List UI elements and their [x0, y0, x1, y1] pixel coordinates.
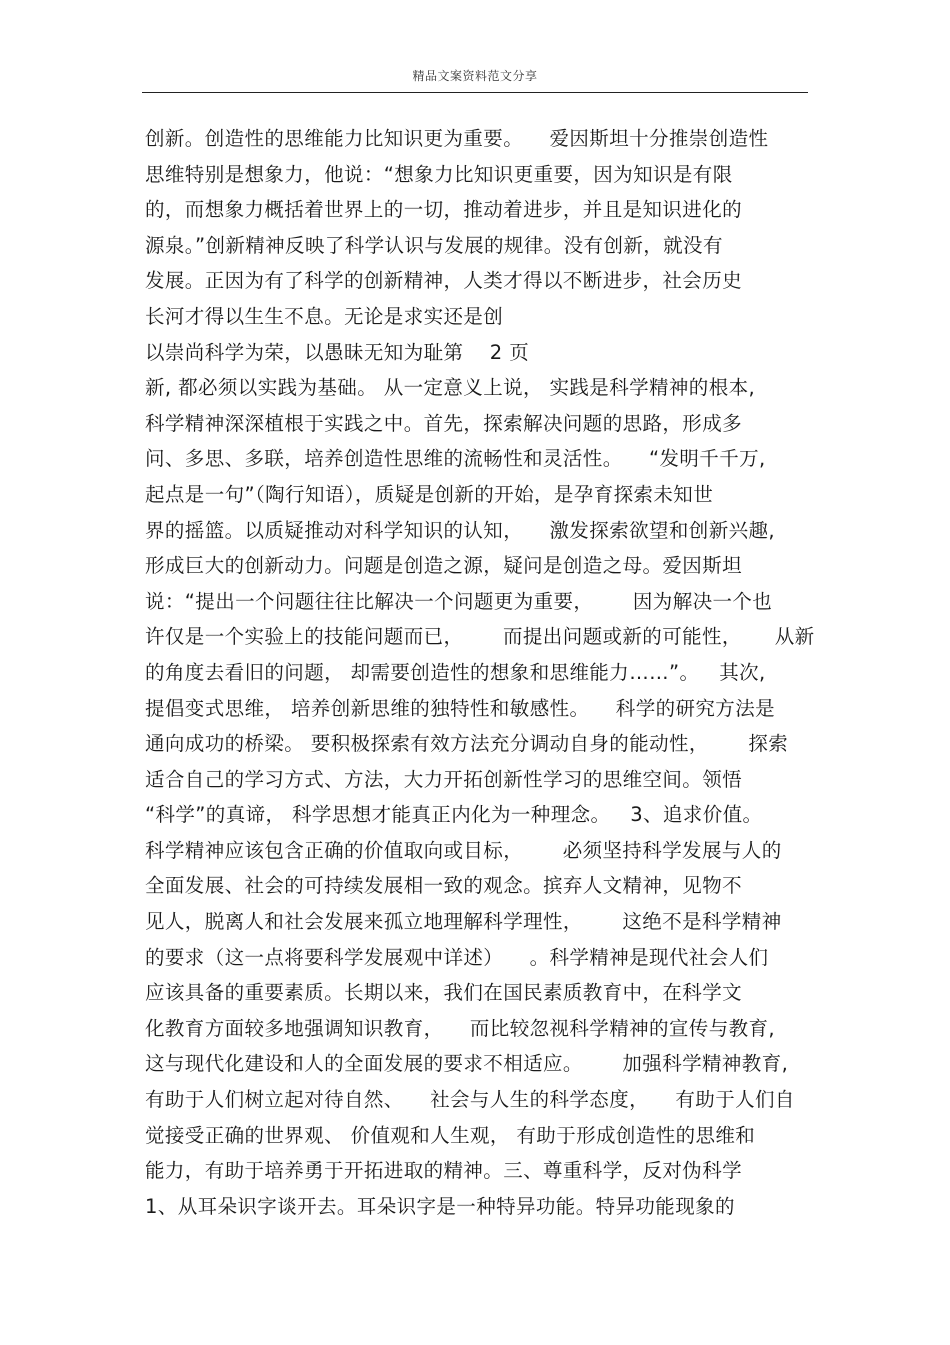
page-header-title: 精品文案资料范文分享 [412, 69, 538, 83]
text-line: 界的摇篮。以质疑推动对科学知识的认知， 激发探索欲望和创新兴趣, [145, 518, 775, 542]
text-line: 通向成功的桥梁。 要积极探索有效方法充分调动自身的能动性， 探索 [145, 732, 789, 756]
text-line: 源泉。”创新精神反映了科学认识与发展的规律。没有创新，就没有 [145, 233, 723, 257]
text-line: 的要求（这一点将要科学发展观中详述） 。科学精神是现代社会人们 [145, 945, 769, 969]
text-line: 科学精神应该包含正确的价值取向或目标， 必须坚持科学发展与人的 [145, 838, 782, 862]
text-line: 科学精神深深植根于实践之中。首先，探索解决问题的思路，形成多 [145, 411, 743, 435]
text-line: 许仅是一个实验上的技能问题而已， 而提出问题或新的可能性， 从新 [145, 625, 815, 649]
text-line: 见人，脱离人和社会发展来孤立地理解科学理性， 这绝不是科学精神 [145, 910, 782, 934]
page-number-line: 以崇尚科学为荣，以愚昧无知为耻第 2 页 [145, 340, 530, 364]
text-line: 的，而想象力概括着世界上的一切，推动着进步，并且是知识进化的 [145, 198, 743, 222]
text-line: 这与现代化建设和人的全面发展的要求不相适应。 加强科学精神教育, [145, 1052, 789, 1076]
text-line: 新, 都必须以实践为基础。 从一定意义上说， 实践是科学精神的根本, [145, 376, 756, 400]
text-line: “科学”的真谛， 科学思想才能真正内化为一种理念。 3、追求价值。 [145, 803, 763, 827]
text-line: 创新。创造性的思维能力比知识更为重要。 爱因斯坦十分推崇创造性 [145, 127, 769, 150]
document-body [145, 121, 825, 1224]
text-line: 觉接受正确的世界观、 价值观和人生观， 有助于形成创造性的思维和 [145, 1123, 756, 1147]
text-line: 的角度去看旧的问题， 却需要创造性的想象和思维能力……”。 其次, [145, 660, 766, 684]
text-line: 长河才得以生生不息。无论是求实还是创 [145, 304, 504, 328]
text-line: 形成巨大的创新动力。问题是创造之源，疑问是创造之母。爱因斯坦 [145, 554, 743, 578]
text-line: 起点是一句”（陶行知语），质疑是创新的开始，是孕育探索未知世 [145, 482, 714, 506]
text-line: 全面发展、社会的可持续发展相一致的观念。摈弃人文精神，见物不 [145, 874, 743, 898]
text-line: 问、多思、多联，培养创造性思维的流畅性和灵活性。 “发明千千万, [145, 447, 766, 471]
text-line: 适合自己的学习方式、方法，大力开拓创新性学习的思维空间。领悟 [145, 767, 743, 791]
text-line: 能力，有助于培养勇于开拓进取的精神。三、尊重科学，反对伪科学 [145, 1159, 743, 1183]
text-line: 化教育方面较多地强调知识教育， 而比较忽视科学精神的宣传与教育, [145, 1016, 775, 1040]
text-line: 发展。正因为有了科学的创新精神，人类才得以不断进步，社会历史 [145, 269, 743, 293]
text-line: 1、从耳朵识字谈开去。耳朵识字是一种特异功能。特异功能现象的 [145, 1194, 735, 1218]
page-header [142, 62, 808, 93]
text-line: 有助于人们树立起对待自然、 社会与人生的科学态度， 有助于人们自 [145, 1088, 795, 1112]
text-line: 说：“提出一个问题往往比解决一个问题更为重要， 因为解决一个也 [145, 589, 773, 613]
text-line: 提倡变式思维， 培养创新思维的独特性和敏感性。 科学的研究方法是 [145, 696, 775, 720]
text-line: 应该具备的重要素质。长期以来，我们在国民素质教育中，在科学文 [145, 981, 743, 1005]
text-line: 思维特别是想象力，他说：“想象力比知识更重要，因为知识是有限 [145, 162, 733, 186]
